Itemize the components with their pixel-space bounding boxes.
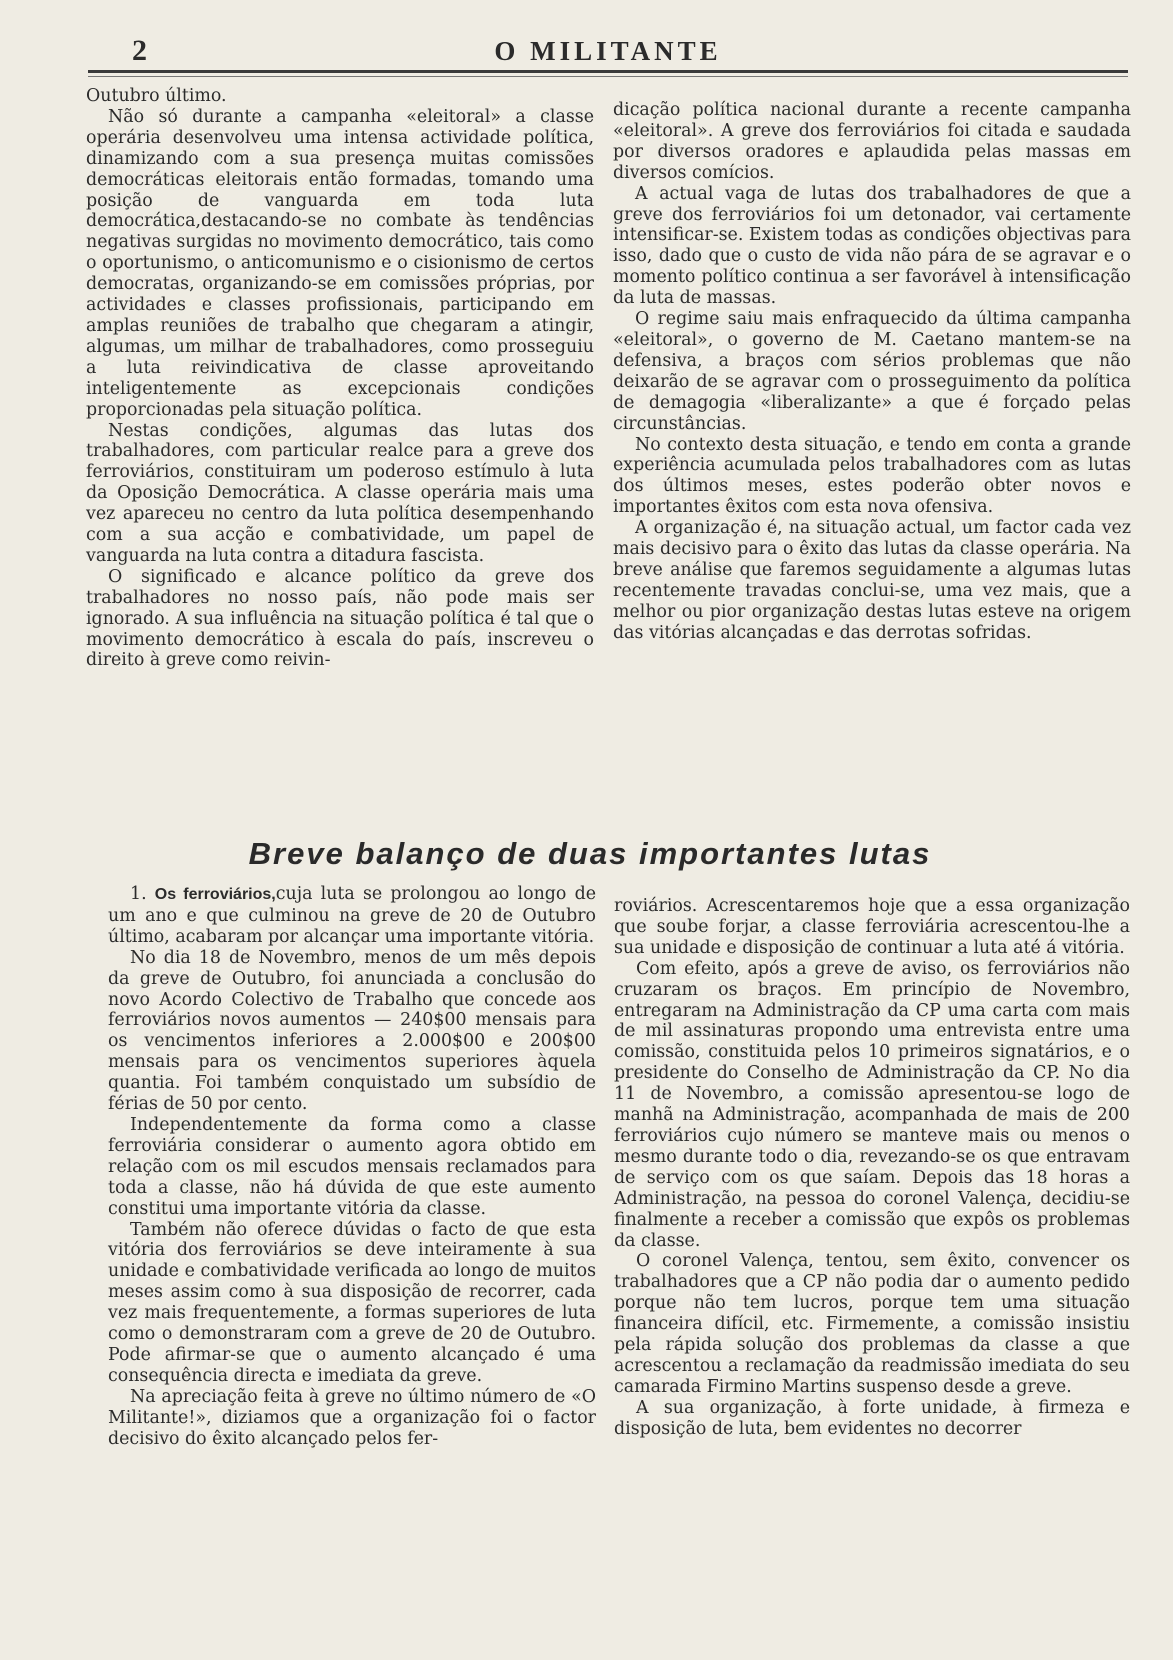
column-d [614,896,1130,1440]
paragraph: Nestas condições, algumas das lutas dos trabalhadores, com particular realce para a greve dos ferroviários, constituiram um poderoso estímulo à luta da Oposição Democrática. A classe operária mais uma vez apareceu no centro da luta política desempenhando com a sua acção e combatividade, um papel de vanguarda na luta contra a ditadura fascista. [86,420,594,566]
item-text: cuja luta se prolongou ao longo de um ano e que culminou na greve de 20 de Outubro último, acabaram por alcançar uma importante vitória. [108,884,596,947]
column-a [86,86,594,671]
item-lead: Os ferroviários, [154,886,276,903]
paragraph: Na apreciação feita à greve no último número de «O Militante!», diziamos que a organização foi o factor decisivo do êxito alcançado pelos fer- [108,1386,596,1449]
section-title: Breve balanço de duas importantes lutas [248,836,932,871]
header-rule [88,70,1128,73]
paragraph [108,884,596,948]
paragraph: Independentemente da forma como a classe ferroviária considerar o aumento agora obtido em relação com os mil escudos mensais reclamados para toda a classe, não há dúvida de que este aumento constitui uma importante vitória da classe. [108,1114,596,1219]
paragraph: Não só durante a campanha «eleitoral» a classe operária desenvolveu uma intensa actividade política, dinamizando com a sua presença muitas comissões democráticas eleitorais então formadas, tomando uma posição de vanguarda em toda luta democrática,destacando-se no combate às tendências negativas surgidas no movimento democrático, tais como o oportunismo, o anticomunismo e o cisionismo de certos democratas, organizando-se em comissões próprias, por actividades e classes profissionais, participando em amplas reuniões de trabalho que chegaram a atingir, algumas, um milhar de trabalhadores, como prosseguiu a luta reivindicativa de classe aproveitando inteligentemente as excepcionais condições proporcionadas pela situação política. [86,106,594,420]
paragraph: A actual vaga de lutas dos trabalhadores de que a greve dos ferroviários foi um detonador, vai certamente intensificar-se. Existem todas as condições objectivas para isso, dado que o custo de vida não pára de se agravar e o momento político continua a ser favorável à intensificação da luta de massas. [613,183,1131,309]
paragraph: Também não oferece dúvidas o facto de que esta vitória dos ferroviários se deve inteiramente à sua unidade e combatividade verificada ao longo de muitos meses assim como à sua disposição de recorrer, cada vez mais frequentemente, a formas superiores de luta como o demonstraram com a greve de 20 de Outubro. Pode afirmar-se que o aumento alcançado é uma consequência directa e imediata da greve. [108,1219,596,1386]
column-b [613,100,1131,644]
paragraph: Outubro último. [86,86,227,106]
paragraph: A sua organização, à forte unidade, à firmeza e disposição de luta, bem evidentes no decorrer [614,1397,1130,1439]
paragraph: dicação política nacional durante a recente campanha «eleitoral». A greve dos ferroviários foi citada e saudada por diversos oradores e aplaudida pelas massas em diversos comícios. [613,100,1131,183]
paragraph: O regime saiu mais enfraquecido da última campanha «eleitoral», o governo de M. Caetano mantem-se na defensiva, a braços com sérios problemas que não deixarão de se agravar com o prosseguimento da política de demagogia «liberalizante» a que é forçado pelas circunstâncias. [613,309,1131,434]
item-number: 1. [130,884,147,904]
header-rule-thin [88,76,1128,77]
paragraph: roviários. Acrescentaremos hoje que a essa organização que soube forjar, a classe ferroviária acrescentou-lhe a sua unidade e disposição de continuar a luta até á vitória. [614,896,1130,958]
paragraph: Com efeito, após a greve de aviso, os ferroviários não cruzaram os braços. Em princípio de Novembro, entregaram na Administração da CP uma carta com mais de mil assinaturas propondo uma entrevista entre uma comissão, constituida pelos 10 primeiros signatários, e o presidente do Conselho de Administração da CP. No dia 11 de Novembro, a comissão apresentou-se logo de manhã na Administração, acompanhada de mais de 200 ferroviários cujo número se manteve mais ou menos o mesmo durante todo o dia, revezando-se os que entravam de serviço com os que saíam. Depois das 18 horas a Administração, na pessoa do coronel Valença, decidiu-se finalmente a receber a comissão que expôs os problemas da classe. [614,958,1130,1251]
paragraph: A organização é, na situação actual, um factor cada vez mais decisivo para o êxito das lutas da classe operária. Na breve análise que faremos seguidamente a algumas lutas recentemente travadas conclui-se, uma vez mais, que a melhor ou pior organização destas lutas esteve na origem das vitórias alcançadas e das derrotas sofridas. [613,518,1131,643]
masthead: O MILITANTE [494,36,722,66]
column-c [108,884,596,1449]
paragraph: O coronel Valença, tentou, sem êxito, convencer os trabalhadores que a CP não podia dar o aumento pedido porque não tem lucros, porque tem uma situação financeira difícil, etc. Firmemente, a comissão insistiu pela rápida solução dos problemas da classe a que acrescentou a reclamação da readmissão imediata do seu camarada Firmino Martins suspenso desde a greve. [614,1251,1130,1397]
paragraph: No contexto desta situação, e tendo em conta a grande experiência acumulada pelos trabalhadores com as lutas dos últimos meses, estes poderão obter novos e importantes êxitos com esta nova ofensiva. [613,434,1131,518]
page-header [88,28,1128,78]
page-number: 2 [132,34,147,67]
paragraph: O significado e alcance político da greve dos trabalhadores no nosso país, não pode mais ser ignorado. A sua influência na situação política é tal que o movimento democrático à escala do país, inscreveu o direito à greve como reivin- [86,566,594,671]
paragraph: No dia 18 de Novembro, menos de um mês depois da greve de Outubro, foi anunciada a conclusão do novo Acordo Colectivo de Trabalho que concede aos ferroviários novos aumentos — 240$00 mensais para os vencimentos inferiores a 2.000$00 e 200$00 mensais para os vencimentos superiores àquela quantia. Foi também conquistado um subsídio de férias de 50 por cento. [108,947,596,1115]
